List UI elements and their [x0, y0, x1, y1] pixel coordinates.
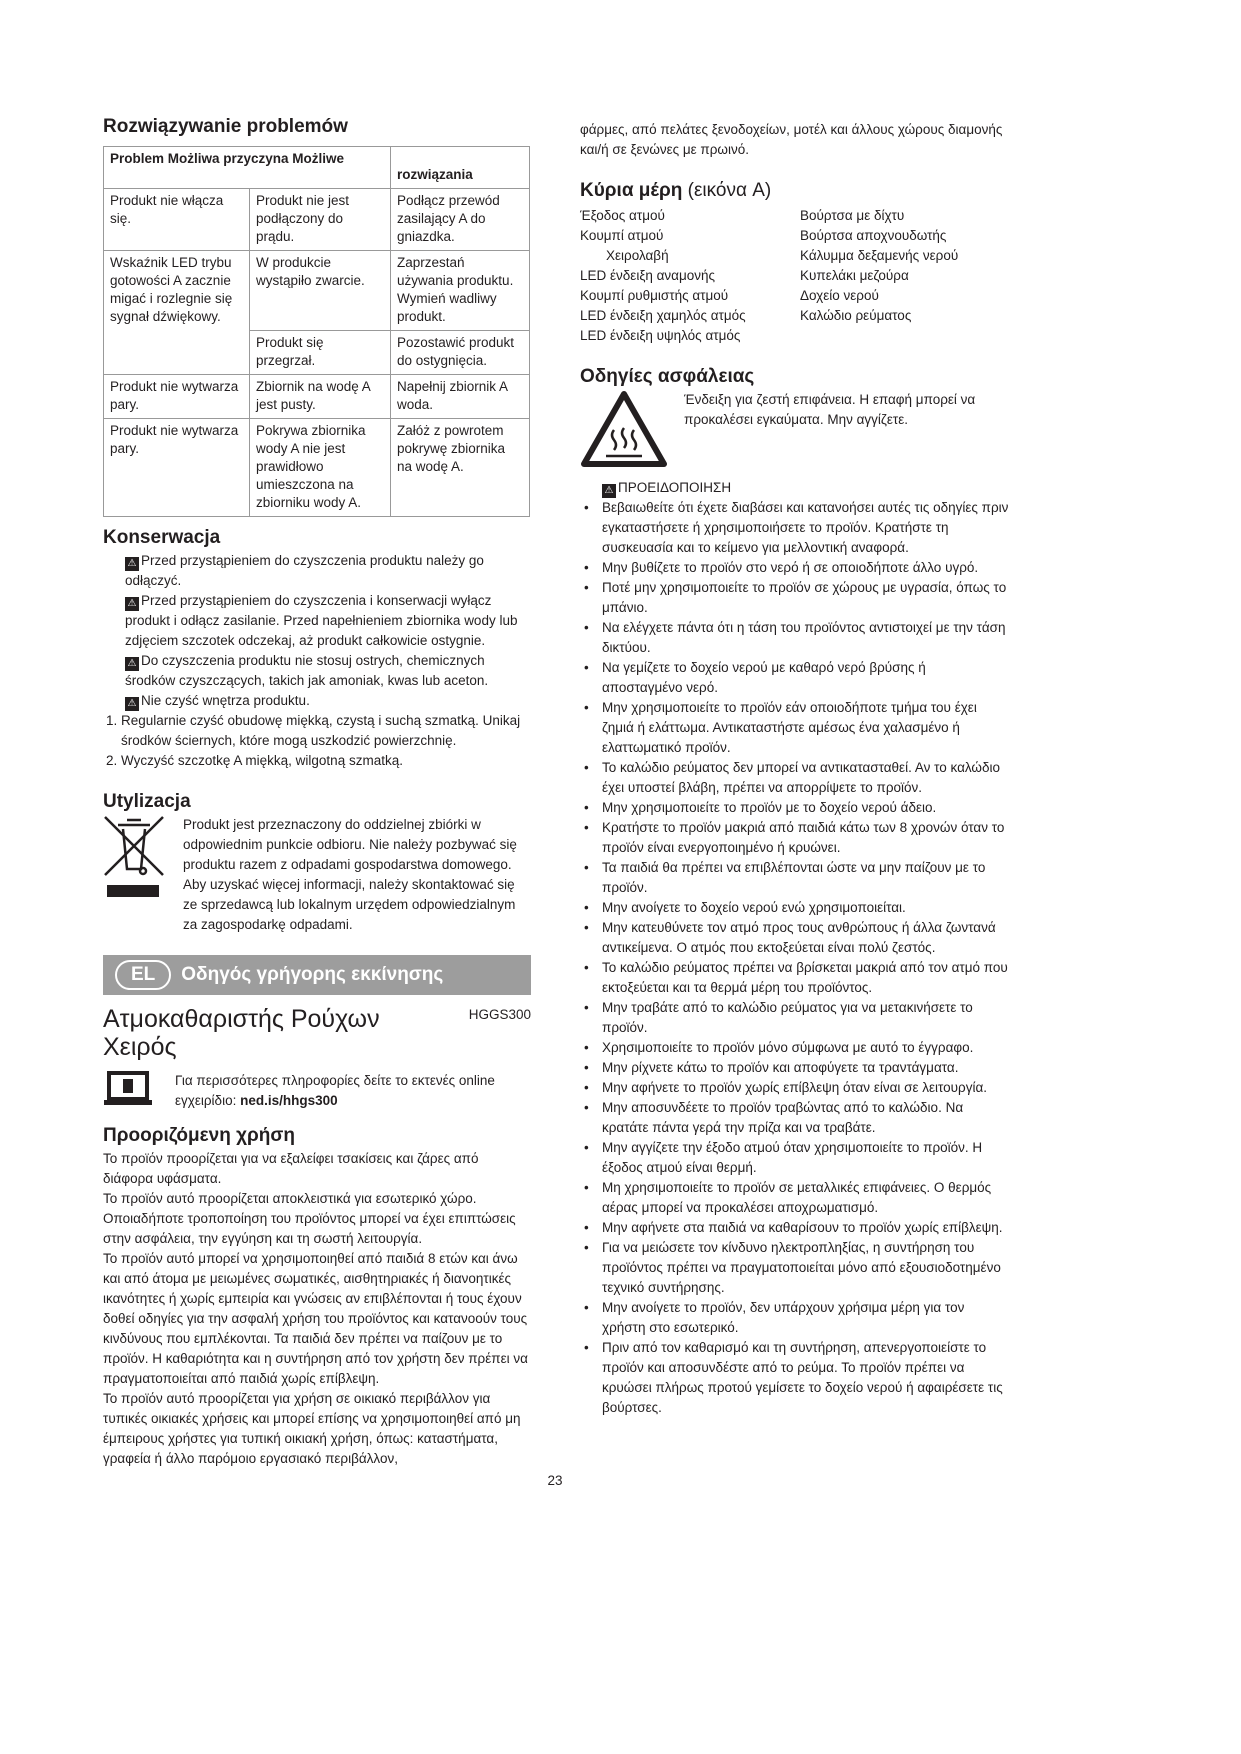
cell: Produkt nie wytwarza pary. [104, 375, 250, 419]
part-item: Κάλυμμα δεξαμενής νερού [800, 248, 959, 263]
maintenance-warning [103, 551, 531, 591]
cell: Podłącz przewód zasilający A do gniazdka. [391, 189, 530, 251]
cell: Produkt nie wytwarza pary. [104, 419, 250, 517]
language-banner [103, 955, 531, 995]
product-title-row [103, 1005, 531, 1061]
cell: Produkt nie włącza się. [104, 189, 250, 251]
table-row [104, 375, 530, 419]
safety-bullet: • Μην ανοίγετε το προϊόν, δεν υπάρχουν χρήσιμα μέρη για τον χρήστη στο εσωτερικό. [580, 1298, 1010, 1338]
cell: Wskaźnik LED trybu gotowości A zacznie migać i rozlegnie się sygnał dźwiękowy. [104, 251, 250, 375]
cell: Załóż z powrotem pokrywę zbiornika na wodę A. [391, 419, 530, 517]
safety-bullet: • Μην χρησιμοποιείτε το προϊόν εάν οποιοδήποτε τμήμα του έχει ζημιά ή ελάττωμα. Αντικαταστήστε αμέσως ένα χαλασμένο ή ελαττωματικό προϊόν. [580, 698, 1010, 758]
safety-bullet: • Κρατήστε το προϊόν μακριά από παιδιά κάτω των 8 χρονών όταν το προϊόν είναι ενεργοποιημένο ή κρυώνει. [580, 818, 1010, 858]
safety-bullet: • Το καλώδιο ρεύματος δεν μπορεί να αντικατασταθεί. Αν το καλώδιο έχει υποστεί βλάβη, πρέπει να απορρίψετε το προϊόν. [580, 758, 1010, 798]
safety-bullet: • Μην τραβάτε από το καλώδιο ρεύματος για να μετακινήσετε το προϊόν. [580, 998, 1010, 1038]
warning-icon: ⚠ [125, 597, 139, 611]
step: 1. Regularnie czyść obudowę miękką, czystą i suchą szmatką. Unikaj środków ściernych, które mogą uszkodzić powierzchnię. [121, 711, 531, 751]
warning-text: Do czyszczenia produktu nie stosuj ostrych, chemicznych środków czyszczących, takich jak amoniak, kwas lub aceton. [125, 653, 489, 688]
troubleshooting-table [103, 146, 530, 517]
safety-bullet: • Να γεμίζετε το δοχείο νερού με καθαρό νερό βρύσης ή αποσταγμένο νερό. [580, 658, 1010, 698]
safety-bullets [580, 498, 1010, 1418]
safety-title: Οδηγίες ασφάλειας [580, 366, 755, 387]
safety-bullet: • Μην βυθίζετε το προϊόν στο νερό ή σε οποιοδήποτε άλλο υγρό. [580, 558, 1010, 578]
left-column [103, 114, 531, 1469]
language-badge: EL [115, 960, 171, 990]
online-manual-text [175, 1071, 531, 1111]
main-parts-title [580, 178, 1010, 204]
disposal-text [183, 815, 531, 935]
hot-surface-block [580, 390, 1010, 474]
safety-bullet: • Το καλώδιο ρεύματος πρέπει να βρίσκεται μακριά από τον ατμό που εκτοξεύεται και τα θερμά μέρη του προϊόντος. [580, 958, 1010, 998]
warning-text: Przed przystąpieniem do czyszczenia i konserwacji wyłącz produkt i odłącz zasilanie. Przed napełnieniem zbiornika wody lub zdjęciem szczotek odczekaj, aż produkt całkowicie ostygnie. [125, 593, 518, 648]
cell: W produkcie wystąpiło zwarcie. [250, 251, 391, 331]
maintenance-warning [103, 691, 531, 711]
table-header-row [104, 147, 530, 189]
intended-paragraph: Το προϊόν προορίζεται για να εξαλείφει τσακίσεις και ζάρες από διάφορα υφάσματα. [103, 1151, 479, 1186]
header-cell: Problem Możliwa przyczyna Możliwe [104, 147, 391, 189]
warning-text: Nie czyść wnętrza produktu. [141, 693, 310, 708]
part-item: Κουμπί ρυθμιστής ατμού [580, 288, 729, 303]
safety-bullet: • Μην χρησιμοποιείτε το προϊόν με το δοχείο νερού άδειο. [580, 798, 1010, 818]
disposal-paragraph: Produkt jest przeznaczony do oddzielnej zbiórki w odpowiednim punkcie odbioru. Nie należy pozbywać się produktu razem z odpadami gospodarstwa domowego. [183, 817, 517, 872]
intended-paragraph: Το προϊόν αυτό προορίζεται για χρήση σε οικιακό περιβάλλον για τυπικές οικιακές χρήσεις και μπορεί επίσης να χρησιμοποιηθεί από μη έμπειρους χρήστες για τυπική οικιακή χρήση, όπως: καταστήματα, γραφεία ή άλλο παρόμοιο εργασιακό περιβάλλον, [103, 1391, 521, 1466]
continued-paragraph: φάρμες, από πελάτες ξενοδοχείων, μοτέλ και άλλους χώρους διαμονής και/ή σε ξενώνες με πρωινό. [580, 122, 1003, 157]
cell: Produkt nie jest podłączony do prądu. [250, 189, 391, 251]
safety-bullet: • Τα παιδιά θα πρέπει να επιβλέπονται ώστε να μην παίζουν με το προϊόν. [580, 858, 1010, 898]
warning-icon: ⚠ [602, 484, 616, 498]
model-number: HGGS300 [468, 1007, 531, 1022]
warning-icon: ⚠ [125, 557, 139, 571]
part-item: Βούρτσα αποχνουδωτής [800, 228, 947, 243]
part-item: LED ένδειξη αναμονής [580, 268, 716, 283]
safety-bullet: • Να ελέγχετε πάντα ότι η τάση του προϊόντος αντιστοιχεί με την τάση δικτύου. [580, 618, 1010, 658]
part-item: Χειρολαβή [606, 248, 669, 263]
disposal-block [103, 815, 531, 935]
cell: Zaprzestań używania produktu. Wymień wadliwy produkt. [391, 251, 530, 331]
safety-bullet: • Χρησιμοποιείτε το προϊόν μόνο σύμφωνα με αυτό το έγγραφο. [580, 1038, 1010, 1058]
table-row [104, 251, 530, 331]
warning-icon: ⚠ [125, 697, 139, 711]
parts-title: Κύρια μέρη [580, 180, 683, 201]
parts-list [580, 206, 1010, 346]
page-number: 23 [547, 1473, 563, 1488]
safety-bullet: • Μην αποσυνδέετε το προϊόν τραβώντας από το καλώδιο. Να κρατάτε πάντα γερά την πρίζα και να τραβάτε. [580, 1098, 1010, 1138]
banner-heading: Οδηγός γρήγορης εκκίνησης [181, 964, 444, 985]
maintenance-steps [103, 711, 531, 771]
intended-use-title: Προοριζόμενη χρήση [103, 1125, 296, 1146]
disposal-paragraph: Aby uzyskać więcej informacji, należy skontaktować się ze sprzedawcą lub lokalnym urzędem odpowiedzialnym za zagospodarkę odpadami. [183, 877, 516, 932]
disposal-title: Utylizacja [103, 791, 191, 812]
intended-paragraph: Το προϊόν αυτό μπορεί να χρησιμοποιηθεί από παιδιά 8 ετών και άνω και από άτομα με μειωμένες σωματικές, αισθητηριακές ή διανοητικές ικανότητες ή χωρίς εμπειρία και γνώσεις αν επιβλέπονται ή τους έχουν δοθεί οδηγίες για την ασφαλή χρήση του προϊόντος και κατανοούν τους κινδύνους που εμπλέκονται. Τα παιδιά δεν πρέπει να παίζουν με το προϊόν. Η καθαριότητα και η συντήρηση από τον χρήστη δεν πρέπει να πραγματοποιείται από παιδιά χωρίς επίβλεψη. [103, 1251, 528, 1386]
online-text: Για περισσότερες πληροφορίες δείτε το εκτενές online εγχειρίδιο: [175, 1073, 495, 1108]
part-item: LED ένδειξη υψηλός ατμός [580, 328, 741, 343]
safety-bullet: • Βεβαιωθείτε ότι έχετε διαβάσει και κατανοήσει αυτές τις οδηγίες πριν εγκαταστήσετε ή χρησιμοποιήσετε το προϊόν. Κρατήστε τη συσκευασία και το κείμενο για μελλοντική αναφορά. [580, 498, 1010, 558]
safety-bullet: • Μην ρίχνετε κάτω το προϊόν και αποφύγετε τα τραντάγματα. [580, 1058, 1010, 1078]
hot-surface-icon [580, 390, 684, 474]
weee-bin-icon [103, 815, 183, 935]
safety-bullet: • Μην αγγίζετε την έξοδο ατμού όταν χρησιμοποιείτε το προϊόν. Η έξοδος ατμού είναι θερμή. [580, 1138, 1010, 1178]
safety-bullet: • Μην αφήνετε το προϊόν χωρίς επίβλεψη όταν είναι σε λειτουργία. [580, 1078, 1010, 1098]
table-row [104, 189, 530, 251]
cell: Napełnij zbiornik A woda. [391, 375, 530, 419]
safety-bullet: • Για να μειώσετε τον κίνδυνο ηλεκτροπληξίας, η συντήρηση του προϊόντος πρέπει να πραγματοποιείται μόνο από εξουσιοδοτημένο τεχνικό συντήρησης. [580, 1238, 1010, 1298]
safety-bullet: • Ποτέ μην χρησιμοποιείτε το προϊόν σε χώρους με υγρασία, όπως το μπάνιο. [580, 578, 1010, 618]
product-title: Ατμοκαθαριστής Ρούχων Χειρός [103, 1005, 380, 1061]
part-item: Βούρτσα με δίχτυ [800, 208, 905, 223]
table-row [104, 419, 530, 517]
troubleshooting-title: Rozwiązywanie problemów [103, 116, 348, 137]
safety-bullet: • Μην κατευθύνετε τον ατμό προς τους ανθρώπους ή άλλα ζωντανά αντικείμενα. Ο ατμός που εκτοξεύεται είναι πολύ ζεστός. [580, 918, 1010, 958]
part-item: Δοχείο νερού [800, 288, 879, 303]
online-manual [103, 1071, 531, 1113]
warning-heading [580, 478, 1010, 498]
manual-link[interactable]: ned.is/hhgs300 [240, 1093, 338, 1108]
warning-text: Przed przystąpieniem do czyszczenia produktu należy go odłączyć. [125, 553, 484, 588]
maintenance-warning [103, 591, 531, 651]
cell: Pozostawić produkt do ostygnięcia. [391, 331, 530, 375]
laptop-info-icon [103, 1071, 175, 1113]
warning-icon: ⚠ [125, 657, 139, 671]
hot-surface-text: Ένδειξη για ζεστή επιφάνεια. Η επαφή μπορεί να προκαλέσει εγκαύματα. Μην αγγίζετε. [684, 392, 976, 427]
safety-bullet: • Πριν από τον καθαρισμό και τη συντήρηση, απενεργοποιείστε το προϊόν και αποσυνδέστε από το ρεύμα. Το προϊόν πρέπει να κρυώσει πλήρως προτού γεμίσετε το δοχείο νερού ή αφαιρέσετε τις βούρτσες. [580, 1338, 1010, 1418]
cell: Zbiornik na wodę A jest pusty. [250, 375, 391, 419]
header-cell: rozwiązania [391, 147, 530, 189]
step: 2. Wyczyść szczotkę A miękką, wilgotną szmatką. [121, 751, 531, 771]
warning-label: ΠΡΟΕΙΔΟΠΟΙΗΣΗ [618, 480, 732, 495]
cell: Produkt się przegrzał. [250, 331, 391, 375]
parts-figure-ref: (εικόνα A) [687, 180, 772, 201]
safety-bullet: • Μην ανοίγετε το δοχείο νερού ενώ χρησιμοποιείται. [580, 898, 1010, 918]
parts-right [800, 206, 1000, 346]
right-column [580, 120, 1010, 1418]
part-item: Κυπελάκι μεζούρα [800, 268, 909, 283]
part-item: LED ένδειξη χαμηλός ατμός [580, 308, 746, 323]
safety-bullet: • Μην αφήνετε στα παιδιά να καθαρίσουν το προϊόν χωρίς επίβλεψη. [580, 1218, 1010, 1238]
intended-paragraph: Οποιαδήποτε τροποποίηση του προϊόντος μπορεί να έχει επιπτώσεις στην ασφάλεια, την εγγύηση και τη σωστή λειτουργία. [103, 1211, 516, 1246]
cell: Pokrywa zbiornika wody A nie jest prawidłowo umieszczona na zbiorniku wody A. [250, 419, 391, 517]
maintenance-warning [103, 651, 531, 691]
parts-left [580, 206, 800, 346]
safety-bullet: • Μη χρησιμοποιείτε το προϊόν σε μεταλλικές επιφάνειες. Ο θερμός αέρας μπορεί να προκαλέσει αποχρωματισμό. [580, 1178, 1010, 1218]
part-item: Κουμπί ατμού [580, 228, 664, 243]
intended-paragraph: Το προϊόν αυτό προορίζεται αποκλειστικά για εσωτερικό χώρο. [103, 1191, 477, 1206]
part-item: Καλώδιο ρεύματος [800, 308, 912, 323]
part-item: Έξοδος ατμού [580, 208, 665, 223]
maintenance-title: Konserwacja [103, 527, 221, 548]
